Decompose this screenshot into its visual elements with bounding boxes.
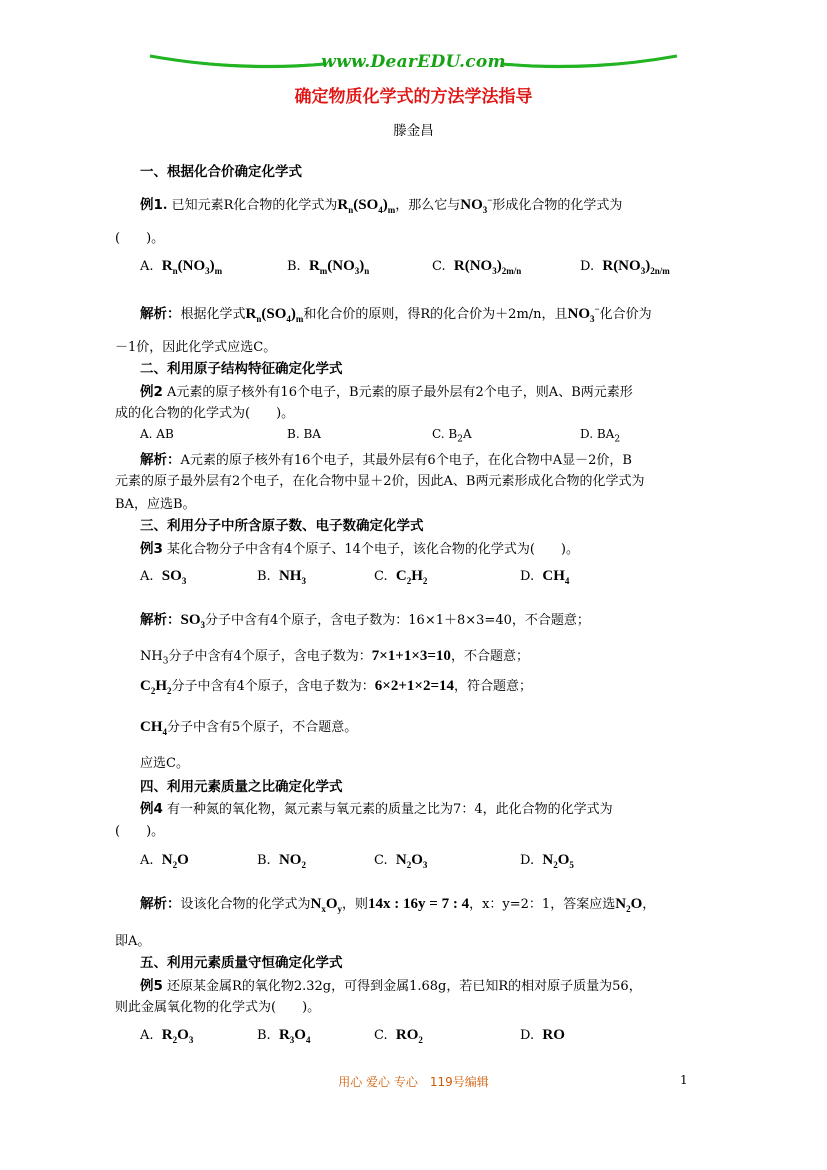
example-2-option-b: B. BA xyxy=(287,427,321,441)
example-1-paren: ( )。 xyxy=(115,231,165,246)
example-1-option-c: C. $R(NO_3)_{2m/n}$ xyxy=(432,258,522,276)
example-3-option-c: C. $C_2H_2$ xyxy=(374,568,428,586)
example-4-analysis: 解析：设该化合物的化学式为$N_xO_y$，则14x : 16y = 7 : 4，x：y=2：1，答案应选$N_2O$， xyxy=(140,896,656,914)
formula-rn-so4-m: $R_n(SO_4)_m$ xyxy=(337,197,396,215)
section-1-heading: 一、根据化合价确定化学式 xyxy=(140,164,302,180)
page-number: 1 xyxy=(680,1073,688,1087)
example-2-option-a: A. AB xyxy=(140,427,174,441)
example-2-option-c: C. $B_2A$ xyxy=(432,427,472,445)
example-5-option-b: B. $R_3O_4$ xyxy=(257,1027,311,1045)
example-5-option-a: A. $R_2O_3$ xyxy=(140,1027,194,1045)
example-3-analysis-2: $NH_3$分子中含有4个原子，含电子数为：7×1+1×3=10，不合题意； xyxy=(140,648,529,667)
example-3-option-d: D. $CH_4$ xyxy=(520,568,570,586)
example-4-option-c: C. $N_2O_3$ xyxy=(374,852,428,870)
example-1-option-d: D. $R(NO_3)_{2n/m}$ xyxy=(580,258,670,276)
example-4-paren: ( )。 xyxy=(115,824,165,839)
example-5-option-d: D. RO xyxy=(520,1027,565,1043)
example-2-option-d: D. $BA_2$ xyxy=(580,427,621,445)
author: 滕金昌 xyxy=(393,123,434,139)
example-3-analysis-1: 解析：$SO_3$分子中含有4个原子，含电子数为：16×1＋8×3=40，不合题意； xyxy=(140,612,590,630)
example-4-option-b: B. $NO_2$ xyxy=(257,852,306,870)
example-4-option-d: D. $N_2O_5$ xyxy=(520,852,574,870)
example-5-question-cont: 则此金属氧化物的化学式为( )。 xyxy=(115,1000,321,1015)
example-1-option-a: A. $R_n(NO_3)_m$ xyxy=(140,258,223,276)
example-2-question-cont: 成的化合物的化学式为( )。 xyxy=(115,406,295,421)
formula-no3-ion: $NO_3^-$ xyxy=(460,195,493,215)
example-2-analysis: 解析：A元素的原子核外有16个电子，其最外层有6个电子，在化合物中A显－2价，B xyxy=(140,452,632,468)
footer-text: 用心 爱心 专心 119号编辑 xyxy=(338,1075,489,1089)
example-2-analysis-line3: BA，应选B。 xyxy=(115,497,196,512)
example-3-question: 例3 某化合物分子中含有4个原子、14个电子，该化合物的化学式为( )。 xyxy=(140,541,580,557)
example-5-option-c: C. $RO_2$ xyxy=(374,1027,423,1045)
section-2-heading: 二、利用原子结构特征确定化学式 xyxy=(140,361,343,377)
example-1-analysis: 解析：根据化学式$R_n(SO_4)_m$和化合价的原则，得R的化合价为＋2m/n，且$NO_3^-$化合价为 xyxy=(140,304,652,324)
section-5-heading: 五、利用元素质量守恒确定化学式 xyxy=(140,955,343,971)
example-2-question: 例2 A元素的原子核外有16个电子，B元素的原子最外层有2个电子，则A、B两元素形 xyxy=(140,384,633,400)
example-1-analysis-end: －1价，因此化学式应选C。 xyxy=(115,340,277,355)
example-3-answer: 应选C。 xyxy=(140,756,189,771)
example-3-analysis-3: $C_2H_2$分子中含有4个原子，含电子数为：6×2+1×2=14，符合题意； xyxy=(140,678,533,696)
document-title: 确定物质化学式的方法学法指导 xyxy=(294,87,533,107)
example-5-question: 例5 还原某金属R的氧化物2.32g，可得到金属1.68g，若已知R的相对原子质量为56， xyxy=(140,978,642,994)
example-3-analysis-4: $CH_4$分子中含有5个原子，不合题意。 xyxy=(140,719,358,737)
example-1-option-b: B. $R_m(NO_3)_n$ xyxy=(287,258,370,276)
example-4-analysis-end: 即A。 xyxy=(115,934,151,949)
example-4-question: 例4 有一种氮的氧化物，氮元素与氧元素的质量之比为7：4，此化合物的化学式为 xyxy=(140,801,613,817)
example-3-option-b: B. $NH_3$ xyxy=(257,568,306,586)
section-3-heading: 三、利用分子中所含原子数、电子数确定化学式 xyxy=(140,518,424,534)
example-2-analysis-line2: 元素的原子最外层有2个电子，在化合物中显＋2价，因此A、B两元素形成化合物的化学式为 xyxy=(115,474,645,489)
example-3-option-a: A. $SO_3$ xyxy=(140,568,187,586)
example-4-option-a: A. $N_2O$ xyxy=(140,852,189,870)
section-4-heading: 四、利用元素质量之比确定化学式 xyxy=(140,779,343,795)
example-1-question: 例1. 已知元素R化合物的化学式为$R_n(SO_4)_m$，那么它与$NO_3^-$形成化合物的化学式为 xyxy=(140,195,623,215)
site-url[interactable]: www.DearEDU.com xyxy=(321,52,506,72)
